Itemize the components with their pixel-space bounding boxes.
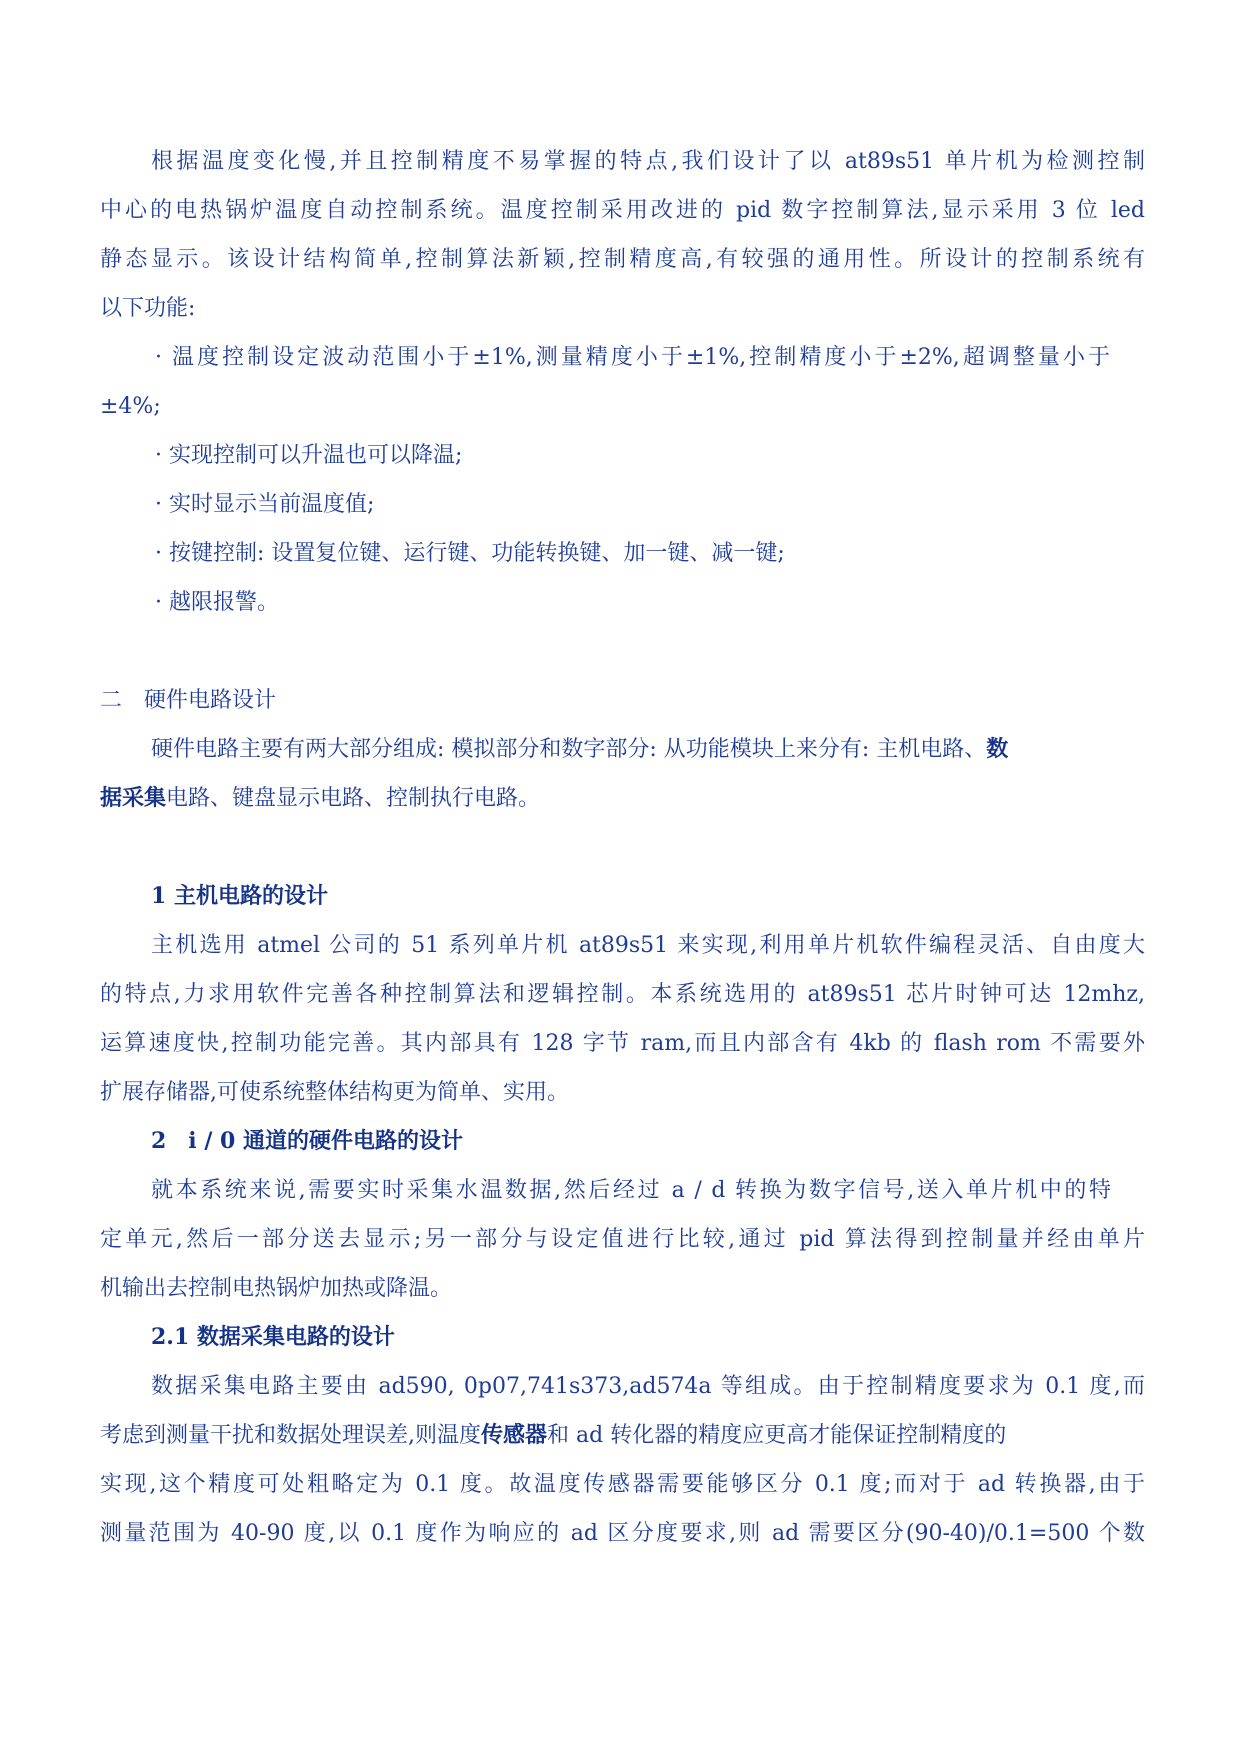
acq-line-4: 测量范围为 40-90 度,以 0.1 度作为响应的 ad 区分度要求,则 ad 需要区分(90-40)/0.1=500 个数 — [100, 1521, 1145, 1546]
section-heading-io: 2 i / 0 通道的硬件电路的设计 — [151, 1128, 463, 1154]
hardware-paragraph-text-2: 电路、键盘显示电路、控制执行电路。 — [166, 786, 541, 811]
host-line-2: 的特点,力求用软件完善各种控制算法和逻辑控制。本系统选用的 at89s51 芯片时钟可达 12mhz, — [100, 982, 1145, 1007]
io-line-3: 机输出去控制电热锅炉加热或降温。 — [100, 1276, 453, 1301]
intro-line-3: 静态显示。该设计结构简单,控制算法新颖,控制精度高,有较强的通用性。所设计的控制系统有 — [100, 247, 1145, 272]
acq-line-3: 实现,这个精度可处粗略定为 0.1 度。故温度传感器需要能够区分 0.1 度;而对于 ad 转换器,由于 — [100, 1472, 1145, 1497]
feature-item-2: · 实现控制可以升温也可以降温; — [155, 443, 463, 468]
feature-item-5: · 越限报警。 — [155, 590, 279, 615]
host-line-3: 运算速度快,控制功能完善。其内部具有 128 字节 ram,而且内部含有 4kb 的 flash rom 不需要外 — [100, 1031, 1145, 1056]
hardware-paragraph-line-2 — [100, 774, 1145, 823]
section-heading-host-circuit: 1 主机电路的设计 — [151, 883, 328, 909]
feature-item-1: · 温度控制设定波动范围小于±1%,测量精度小于±1%,控制精度小于±2%,超调整量小于 — [155, 345, 1110, 370]
io-line-2: 定单元,然后一部分送去显示;另一部分与设定值进行比较,通过 pid 算法得到控制量并经由单片 — [100, 1227, 1145, 1252]
host-line-1: 主机选用 atmel 公司的 51 系列单片机 at89s51 来实现,利用单片机软件编程灵活、自由度大 — [151, 933, 1145, 958]
feature-item-4: · 按键控制: 设置复位键、运行键、功能转换键、加一键、减一键; — [155, 541, 785, 566]
intro-line-1: 根据温度变化慢,并且控制精度不易掌握的特点,我们设计了以 at89s51 单片机为检测控制 — [151, 149, 1145, 174]
host-line-4: 扩展存储器,可使系统整体结构更为简单、实用。 — [100, 1080, 569, 1105]
acq-line-2 — [100, 1411, 1145, 1460]
feature-item-3: · 实时显示当前温度值; — [155, 492, 375, 517]
hardware-paragraph-line-1 — [151, 725, 1145, 774]
section-heading-hardware: 二 硬件电路设计 — [100, 688, 277, 713]
intro-line-2: 中心的电热锅炉温度自动控制系统。温度控制采用改进的 pid 数字控制算法,显示采用 3 位 led — [100, 198, 1145, 223]
section-heading-data-acquisition: 2.1 数据采集电路的设计 — [151, 1324, 395, 1350]
hardware-paragraph-bold-2: 据采集 — [100, 785, 167, 811]
acq-line-2-text-a: 考虑到测量干扰和数据处理误差,则温度 — [100, 1423, 481, 1448]
hardware-paragraph-bold-1: 数 — [986, 736, 1009, 762]
io-line-1: 就本系统来说,需要实时采集水温数据,然后经过 a / d 转换为数字信号,送入单片机中的特 — [151, 1178, 1111, 1203]
intro-line-4: 以下功能: — [100, 296, 196, 321]
acq-line-1: 数据采集电路主要由 ad590, 0p07,741s373,ad574a 等组成。由于控制精度要求为 0.1 度,而 — [151, 1374, 1145, 1399]
hardware-paragraph-text-1: 硬件电路主要有两大部分组成: 模拟部分和数字部分: 从功能模块上来分有: 主机电路、 — [151, 737, 987, 762]
feature-item-1-cont: ±4%; — [100, 394, 161, 419]
acq-line-2-text-b: 和 ad 转化器的精度应更高才能保证控制精度的 — [547, 1423, 1007, 1448]
acq-line-2-bold: 传感器 — [481, 1422, 548, 1448]
